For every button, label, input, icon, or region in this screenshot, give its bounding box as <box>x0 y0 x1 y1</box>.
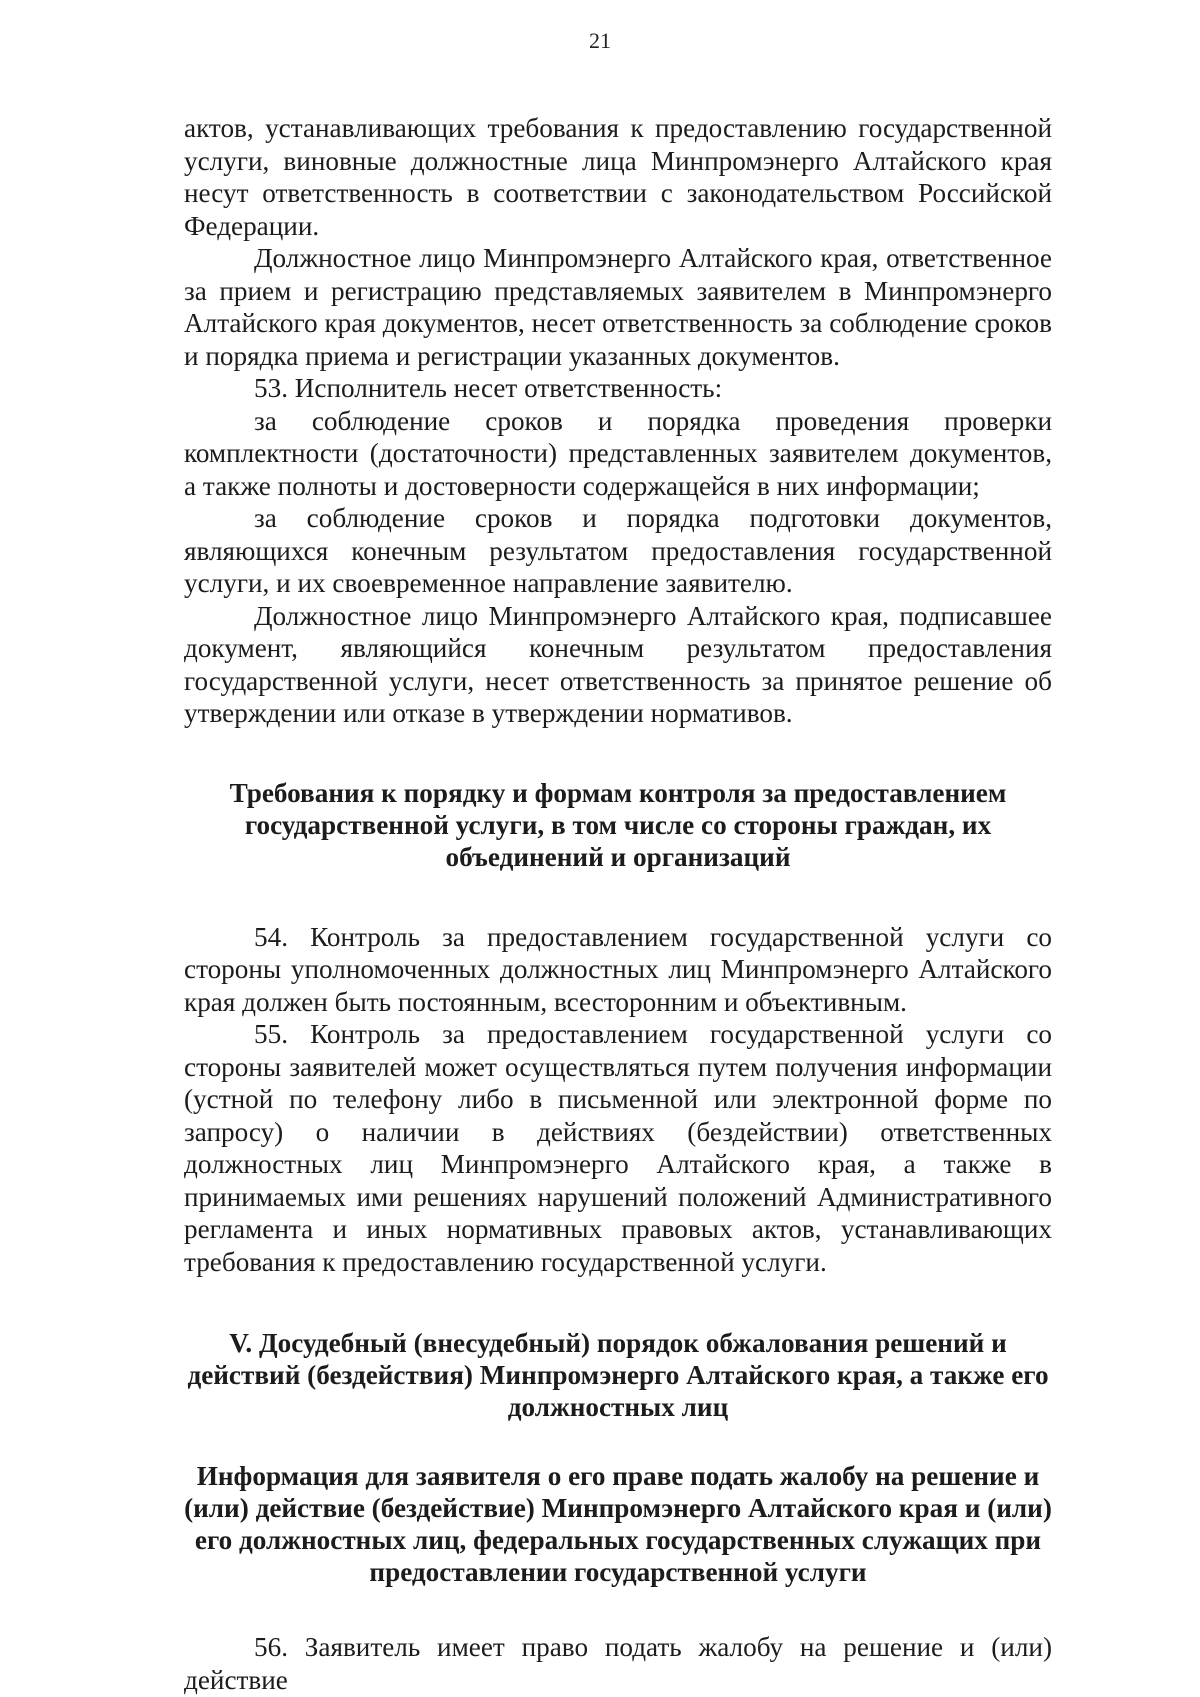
paragraph: Должностное лицо Минпромэнерго Алтайского края, ответственное за прием и регистрацию представляемых заявителем в Минпромэнерго Алтайского края документов, несет ответственность за соблюдение сроков и порядка приема и регистрации указанных документов. <box>184 243 1052 371</box>
chapter-heading-pretrial-appeal: V. Досудебный (внесудебный) порядок обжалования решений и действий (бездействия) Минпромэнерго Алтайского края, а также его должностных лиц <box>187 1328 1049 1422</box>
responsibility-section <box>184 112 1052 730</box>
paragraph: 54. Контроль за предоставлением государственной услуги со стороны уполномоченных должностных лиц Минпромэнерго Алтайского края должен быть постоянным, всесторонним и объективным. <box>184 921 1052 1017</box>
page-number: 21 <box>589 28 611 53</box>
paragraph: актов, устанавливающих требования к предоставлению государственной услуги, виновные должностные лица Минпромэнерго Алтайского края несут ответственность в соответствии с законодательством Российской Федерации. <box>184 113 1052 241</box>
document-body <box>184 112 1052 1696</box>
paragraph: 53. Исполнитель несет ответственность: <box>254 373 723 403</box>
complaint-section <box>184 1631 1052 1696</box>
paragraph: за соблюдение сроков и порядка подготовки документов, являющихся конечным результатом предоставления государственной услуги, и их своевременное направление заявителю. <box>184 503 1052 598</box>
section-heading-control: Требования к порядку и формам контроля за предоставлением государственной услуги, в том числе со стороны граждан, их объединений и организаций <box>229 777 1007 872</box>
control-section <box>184 921 1052 1279</box>
paragraph: Должностное лицо Минпромэнерго Алтайского края, подписавшее документ, являющийся конечным результатом предоставления государственной услуги, несет ответственность за принятое решение об утверждении или отказе в утверждении нормативов. <box>184 600 1052 728</box>
paragraph: 56. Заявитель имеет право подать жалобу на решение и (или) действие <box>184 1632 1052 1695</box>
paragraph: за соблюдение сроков и порядка проведения проверки комплектности (достаточности) представленных заявителем документов, а также полноты и достоверности содержащейся в них информации; <box>184 405 1052 501</box>
paragraph: 55. Контроль за предоставлением государственной услуги со стороны заявителей может осуществляться путем получения информации (устной по телефону либо в письменной или электронной форме по запросу) о наличии в действиях (бездействии) ответственных должностных лиц Минпромэнерго Алтайского края, а также в принимаемых ими решениях нарушений положений Административного регламента и иных нормативных правовых актов, устанавливающих требования к предоставлению государственной услуги. <box>184 1019 1052 1277</box>
section-heading-complaint-right: Информация для заявителя о его праве подать жалобу на решение и (или) действие (бездействие) Минпромэнерго Алтайского края и (или) его должностных лиц, федеральных государственных служащих при предоставлении государственной услуги <box>184 1461 1052 1587</box>
